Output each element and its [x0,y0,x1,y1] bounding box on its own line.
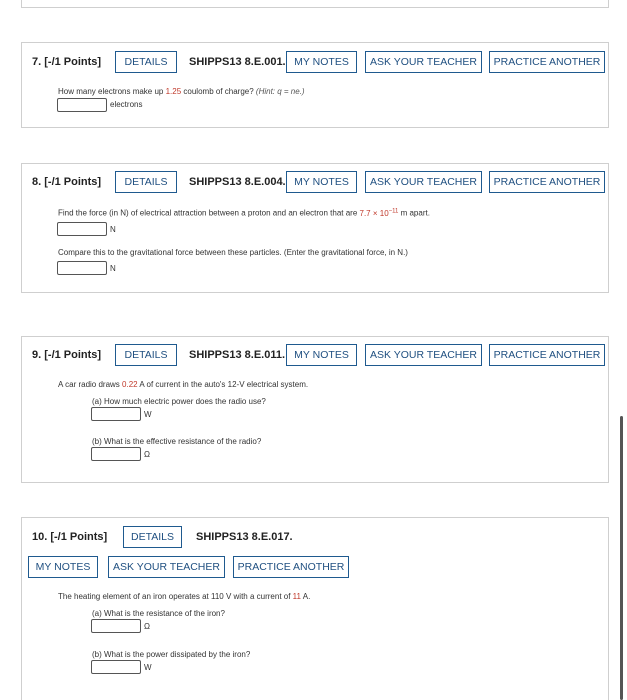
q9-unit-label-b: Ω [144,450,150,459]
previous-question-card [21,0,609,8]
q10-unit-label-a: Ω [144,622,150,631]
q10-details-button[interactable]: DETAILS [123,526,182,548]
q10-my-notes-button[interactable]: MY NOTES [28,556,98,578]
q8-details-button[interactable]: DETAILS [115,171,177,193]
q10-unit-label-b: W [144,663,152,672]
q10-part-a-text: (a) What is the resistance of the iron? [92,609,225,618]
q9-part-a-text: (a) How much electric power does the radio use? [92,397,266,406]
q8-force-input[interactable] [57,222,107,236]
q7-practice-another-button[interactable]: PRACTICE ANOTHER [489,51,605,73]
question-10-number: 10. [-/1 Points] [32,531,108,543]
q10-resistance-input[interactable] [91,619,141,633]
q8-unit-label-2: N [110,264,116,273]
q8-unit-label-1: N [110,225,116,234]
q9-question-text: A car radio draws 0.22 A of current in the auto's 12-V electrical system. [58,380,309,389]
q8-gravitational-input[interactable] [57,261,107,275]
q7-details-button[interactable]: DETAILS [115,51,177,73]
q9-power-input[interactable] [91,407,141,421]
page-scrollbar[interactable] [620,416,623,700]
q9-part-b-text: (b) What is the effective resistance of the radio? [92,437,262,446]
q8-problem-code: SHIPPS13 8.E.004. [189,176,286,188]
q9-practice-another-button[interactable]: PRACTICE ANOTHER [489,344,605,366]
question-9-number: 9. [-/1 Points] [32,349,102,361]
question-7-number: 7. [-/1 Points] [32,56,102,68]
q10-power-input[interactable] [91,660,141,674]
q10-question-text: The heating element of an iron operates at 110 V with a current of 11 A. [58,592,311,601]
q9-unit-label-a: W [144,410,152,419]
q9-ask-teacher-button[interactable]: ASK YOUR TEACHER [365,344,482,366]
q8-my-notes-button[interactable]: MY NOTES [286,171,357,193]
q7-ask-teacher-button[interactable]: ASK YOUR TEACHER [365,51,482,73]
q9-resistance-input[interactable] [91,447,141,461]
q7-unit-label: electrons [110,100,143,109]
q8-question-text-2: Compare this to the gravitational force between these particles. (Enter the gravitational force, in N.) [58,248,408,257]
q10-problem-code: SHIPPS13 8.E.017. [196,531,293,543]
q7-answer-input[interactable] [57,98,107,112]
q7-my-notes-button[interactable]: MY NOTES [286,51,357,73]
q9-details-button[interactable]: DETAILS [115,344,177,366]
q7-question-text: How many electrons make up 1.25 coulomb of charge? (Hint: q = ne.) [58,87,305,96]
q10-practice-another-button[interactable]: PRACTICE ANOTHER [233,556,349,578]
q8-question-text: Find the force (in N) of electrical attraction between a proton and an electron that are $7.7 \times 10^{-11}$ m apart. [58,208,430,218]
q9-problem-code: SHIPPS13 8.E.011. [189,349,286,361]
q9-my-notes-button[interactable]: MY NOTES [286,344,357,366]
q8-ask-teacher-button[interactable]: ASK YOUR TEACHER [365,171,482,193]
q8-practice-another-button[interactable]: PRACTICE ANOTHER [489,171,605,193]
question-8-number: 8. [-/1 Points] [32,176,102,188]
q10-ask-teacher-button[interactable]: ASK YOUR TEACHER [108,556,225,578]
q7-problem-code: SHIPPS13 8.E.001. [189,56,286,68]
q10-part-b-text: (b) What is the power dissipated by the iron? [92,650,251,659]
